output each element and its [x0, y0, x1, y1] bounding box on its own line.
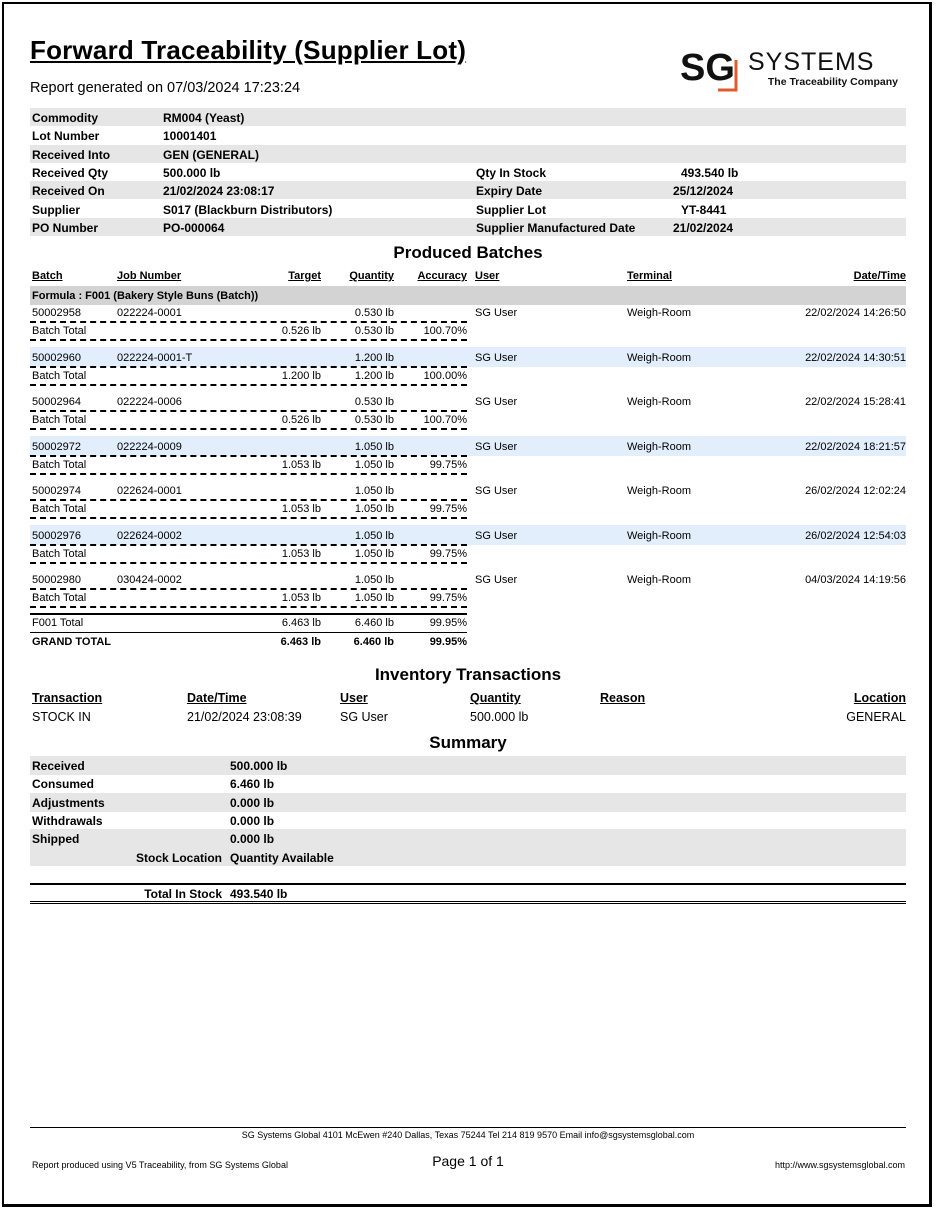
summary-band-1 — [30, 756, 906, 775]
batch-number: 50002972 — [32, 441, 81, 453]
batch-total-label: Batch Total — [32, 414, 87, 426]
batch-total-label: Batch Total — [32, 325, 87, 337]
batch-datetime: 22/02/2024 14:30:51 — [805, 352, 906, 364]
summary-consumed-label: Consumed — [32, 777, 95, 791]
batch-terminal: Weigh-Room — [627, 396, 691, 408]
lot-number-label: Lot Number — [32, 129, 100, 143]
received-qty-value: 500.000 lb — [163, 166, 221, 180]
batch-terminal: Weigh-Room — [627, 530, 691, 542]
col-job-number: Job Number — [117, 270, 182, 282]
stock-location-label: Stock Location — [135, 851, 222, 865]
batch-job-number: 022224-0001-T — [117, 352, 193, 364]
summary-band-2 — [30, 793, 906, 812]
batch-dashed-rule — [30, 455, 467, 457]
commodity-value: RM004 (Yeast) — [163, 111, 245, 125]
batch-datetime: 22/02/2024 15:28:41 — [805, 396, 906, 408]
supplier-mfg-date-value: 21/02/2024 — [673, 221, 734, 235]
inv-col-quantity: Quantity — [470, 691, 521, 705]
summary-shipped-value: 0.000 lb — [230, 832, 275, 846]
summary-withdrawals-value: 0.000 lb — [230, 814, 275, 828]
formula-label: Formula : F001 (Bakery Style Buns (Batch)) — [32, 290, 259, 302]
inv-row-datetime: 21/02/2024 23:08:39 — [187, 710, 302, 724]
batch-total-target: 1.053 lb — [281, 459, 321, 471]
batch-total-dashed-rule — [30, 428, 467, 430]
batch-total-target: 0.526 lb — [281, 414, 321, 426]
col-datetime: Date/Time — [853, 270, 906, 282]
inv-col-location: Location — [853, 691, 906, 705]
batch-terminal: Weigh-Room — [627, 441, 691, 453]
total-top-rule — [30, 883, 906, 885]
f001-total-target: 6.463 lb — [281, 617, 321, 629]
summary-received-label: Received — [32, 759, 85, 773]
batch-dashed-rule — [30, 366, 467, 368]
batch-total-quantity: 1.050 lb — [354, 503, 394, 515]
batch-total-quantity: 1.050 lb — [354, 459, 394, 471]
total-bottom-rule-2 — [30, 903, 906, 904]
batch-user: SG User — [475, 485, 518, 497]
f001-total-accuracy: 99.95% — [429, 617, 467, 629]
logo-tagline: The Traceability Company — [767, 76, 898, 88]
col-batch: Batch — [32, 270, 63, 282]
info-band-2 — [30, 145, 906, 163]
batch-total-label: Batch Total — [32, 548, 87, 560]
batch-job-number: 022624-0001 — [117, 485, 182, 497]
batch-total-quantity: 1.200 lb — [354, 370, 394, 382]
logo-sg-text: SG — [680, 47, 735, 89]
batch-user: SG User — [475, 307, 518, 319]
batch-total-accuracy: 99.75% — [429, 548, 467, 560]
batch-total-target: 1.200 lb — [281, 370, 321, 382]
col-target: Target — [288, 270, 321, 282]
footer-page-number: Page 1 of 1 — [432, 1153, 504, 1169]
batch-quantity: 1.200 lb — [354, 352, 394, 364]
received-into-label: Received Into — [32, 148, 111, 162]
batch-quantity: 1.050 lb — [354, 441, 394, 453]
info-band-3 — [30, 181, 906, 199]
grand-total-divider — [30, 632, 467, 633]
batch-datetime: 22/02/2024 18:21:57 — [805, 441, 906, 453]
quantity-available-label: Quantity Available — [230, 851, 334, 865]
footer-rule — [30, 1127, 906, 1128]
qty-in-stock-label: Qty In Stock — [476, 166, 547, 180]
summary-received-value: 500.000 lb — [230, 759, 288, 773]
grand-total-accuracy: 99.95% — [429, 636, 467, 648]
report-title: Forward Traceability (Supplier Lot) — [30, 35, 467, 65]
col-accuracy: Accuracy — [417, 270, 467, 282]
supplier-label: Supplier — [32, 203, 81, 217]
inv-col-transaction: Transaction — [32, 691, 103, 705]
batch-total-target: 1.053 lb — [281, 503, 321, 515]
batch-number: 50002964 — [32, 396, 81, 408]
batch-total-label: Batch Total — [32, 503, 87, 515]
received-into-value: GEN (GENERAL) — [163, 148, 259, 162]
total-in-stock-label: Total In Stock — [144, 887, 222, 901]
info-band-1 — [30, 108, 906, 126]
po-number-value: PO-000064 — [163, 221, 225, 235]
batch-total-dashed-rule — [30, 606, 467, 608]
inv-row-quantity: 500.000 lb — [470, 710, 529, 724]
batch-number: 50002958 — [32, 307, 81, 319]
batch-total-label: Batch Total — [32, 592, 87, 604]
batch-dashed-rule — [30, 321, 467, 323]
supplier-value: S017 (Blackburn Distributors) — [163, 203, 333, 217]
logo-graphic — [680, 46, 902, 94]
produced-batches-heading: Produced Batches — [393, 243, 543, 262]
expiry-date-value: 25/12/2024 — [673, 184, 734, 198]
supplier-lot-value: YT-8441 — [681, 203, 727, 217]
batch-total-accuracy: 99.75% — [429, 592, 467, 604]
batch-total-target: 1.053 lb — [281, 548, 321, 560]
summary-shipped-label: Shipped — [32, 832, 80, 846]
f001-total-quantity: 6.460 lb — [354, 617, 394, 629]
batch-total-dashed-rule — [30, 339, 467, 341]
batch-datetime: 04/03/2024 14:19:56 — [805, 574, 906, 586]
inv-row-transaction: STOCK IN — [32, 710, 91, 724]
grand-total-quantity: 6.460 lb — [353, 636, 394, 648]
batch-number: 50002974 — [32, 485, 81, 497]
batch-job-number: 022224-0006 — [117, 396, 182, 408]
received-on-label: Received On — [32, 184, 105, 198]
batch-total-quantity: 1.050 lb — [354, 592, 394, 604]
inv-row-user: SG User — [340, 710, 388, 724]
batch-number: 50002976 — [32, 530, 81, 542]
col-quantity: Quantity — [349, 270, 394, 282]
f001-total-label: F001 Total — [32, 617, 84, 629]
batch-datetime: 26/02/2024 12:54:03 — [805, 530, 906, 542]
batch-quantity: 1.050 lb — [354, 485, 394, 497]
batch-total-accuracy: 100.70% — [423, 414, 467, 426]
footer-produced-by: Report produced using V5 Traceability, from SG Systems Global — [32, 1160, 288, 1170]
report-generated-date: Report generated on 07/03/2024 17:23:24 — [30, 80, 301, 96]
batch-dashed-rule — [30, 410, 467, 412]
batch-total-accuracy: 100.00% — [423, 370, 467, 382]
inv-col-datetime: Date/Time — [187, 691, 247, 705]
batch-quantity: 0.530 lb — [354, 396, 394, 408]
batch-user: SG User — [475, 574, 518, 586]
logo-systems-text: SYSTEMS — [748, 48, 875, 76]
supplier-lot-label: Supplier Lot — [476, 203, 546, 217]
batch-job-number: 030424-0002 — [117, 574, 182, 586]
inv-col-user: User — [340, 691, 368, 705]
batch-user: SG User — [475, 396, 518, 408]
batch-total-target: 0.526 lb — [281, 325, 321, 337]
commodity-label: Commodity — [32, 111, 98, 125]
totals-divider — [30, 613, 467, 615]
expiry-date-label: Expiry Date — [476, 184, 543, 198]
batch-number: 50002980 — [32, 574, 81, 586]
col-terminal: Terminal — [627, 270, 673, 282]
received-qty-label: Received Qty — [32, 166, 109, 180]
sg-systems-logo — [680, 46, 902, 94]
batch-user: SG User — [475, 530, 518, 542]
batch-total-dashed-rule — [30, 517, 467, 519]
batch-total-quantity: 1.050 lb — [354, 548, 394, 560]
batch-dashed-rule — [30, 499, 467, 501]
grand-total-target: 6.463 lb — [280, 636, 321, 648]
batch-total-accuracy: 100.70% — [423, 325, 467, 337]
supplier-mfg-date-label: Supplier Manufactured Date — [476, 221, 636, 235]
batch-quantity: 1.050 lb — [354, 530, 394, 542]
batch-job-number: 022224-0001 — [117, 307, 182, 319]
batch-total-dashed-rule — [30, 384, 467, 386]
received-on-value: 21/02/2024 23:08:17 — [163, 184, 275, 198]
total-in-stock-value: 493.540 lb — [230, 887, 288, 901]
summary-withdrawals-label: Withdrawals — [32, 814, 103, 828]
batch-quantity: 0.530 lb — [354, 307, 394, 319]
qty-in-stock-value: 493.540 lb — [681, 166, 739, 180]
batch-dashed-rule — [30, 544, 467, 546]
summary-adjustments-value: 0.000 lb — [230, 796, 275, 810]
summary-adjustments-label: Adjustments — [32, 796, 105, 810]
batch-total-label: Batch Total — [32, 370, 87, 382]
inv-col-reason: Reason — [600, 691, 646, 705]
lot-number-value: 10001401 — [163, 129, 217, 143]
batch-user: SG User — [475, 352, 518, 364]
batch-dashed-rule — [30, 588, 467, 590]
summary-consumed-value: 6.460 lb — [230, 777, 275, 791]
batch-terminal: Weigh-Room — [627, 307, 691, 319]
total-bottom-rule-1 — [30, 901, 906, 902]
summary-heading: Summary — [429, 733, 507, 752]
batch-total-label: Batch Total — [32, 459, 87, 471]
batch-user: SG User — [475, 441, 518, 453]
batch-datetime: 22/02/2024 14:26:50 — [805, 307, 906, 319]
inv-row-location: GENERAL — [846, 710, 906, 724]
batch-total-quantity: 0.530 lb — [354, 325, 394, 337]
batch-terminal: Weigh-Room — [627, 485, 691, 497]
batch-total-accuracy: 99.75% — [429, 459, 467, 471]
footer-url[interactable]: http://www.sgsystemsglobal.com — [774, 1160, 905, 1170]
batch-job-number: 022624-0002 — [117, 530, 182, 542]
footer-address: SG Systems Global 4101 McEwen #240 Dallas, Texas 75244 Tel 214 819 9570 Email info@sgsystemsglobal.com — [241, 1130, 695, 1140]
batch-number: 50002960 — [32, 352, 81, 364]
batch-terminal: Weigh-Room — [627, 574, 691, 586]
batch-terminal: Weigh-Room — [627, 352, 691, 364]
col-user: User — [475, 270, 500, 282]
batch-total-dashed-rule — [30, 562, 467, 564]
batch-total-accuracy: 99.75% — [429, 503, 467, 515]
inventory-transactions-heading: Inventory Transactions — [374, 665, 562, 684]
batch-total-dashed-rule — [30, 473, 467, 475]
batch-job-number: 022224-0009 — [117, 441, 182, 453]
po-number-label: PO Number — [32, 221, 99, 235]
batch-quantity: 1.050 lb — [354, 574, 394, 586]
batch-datetime: 26/02/2024 12:02:24 — [805, 485, 906, 497]
grand-total-label: GRAND TOTAL — [32, 636, 112, 648]
info-band-4 — [30, 218, 906, 236]
batch-total-target: 1.053 lb — [281, 592, 321, 604]
batch-total-quantity: 0.530 lb — [354, 414, 394, 426]
